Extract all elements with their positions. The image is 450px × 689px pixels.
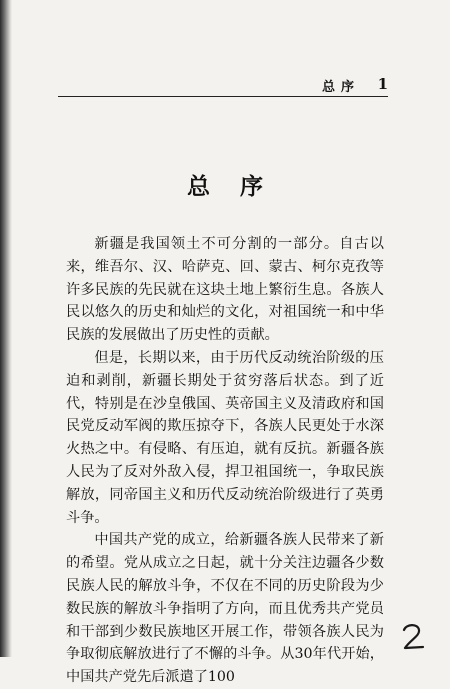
paragraph-2: 但是，长期以来，由于历代反动统治阶级的压迫和剥削，新疆长期处于贫穷落后状态。到了近代，特别是在沙皇俄国、英帝国主义及清政府和国民党反动军阀的欺压掠夺下，各族人民更处于水深火热之中。有侵略、有压迫，就有反抗。新疆各族人民为了反对外敌入侵，捍卫祖国统一，争取民族解放，同帝国主义和历代反动统治阶级进行了英勇斗争。: [66, 349, 384, 526]
paragraph-1: 新疆是我国领土不可分割的一部分。自古以来，维吾尔、汉、哈萨克、回、蒙古、柯尔克孜等许多民族的先民就在这块土地上繁衍生息。各族人民以悠久的历史和灿烂的文化，对祖国统一和中华民族的发展做出了历史性的贡献。: [66, 236, 384, 344]
page-binding-edge: [0, 0, 12, 657]
page-number: 1: [377, 75, 388, 93]
page-title: 总序: [187, 173, 293, 200]
header-rule: [58, 96, 388, 97]
handwritten-mark: [396, 620, 430, 654]
paragraph-3: 中国共产党的成立，给新疆各族人民带来了新的希望。党从成立之日起，就十分关注边疆各少数民族人民的解放斗争，不仅在不同的历史阶段为少数民族的解放斗争指明了方向，而且优秀共产党员和干部到少数民族地区开展工作，带领各族人民为争取彻底解放进行了不懈的斗争。从30年代开始，中国共产党先后派遣了100: [66, 532, 384, 686]
running-title: 总序: [321, 80, 360, 95]
running-header: [58, 76, 388, 96]
body-text: [66, 233, 384, 689]
